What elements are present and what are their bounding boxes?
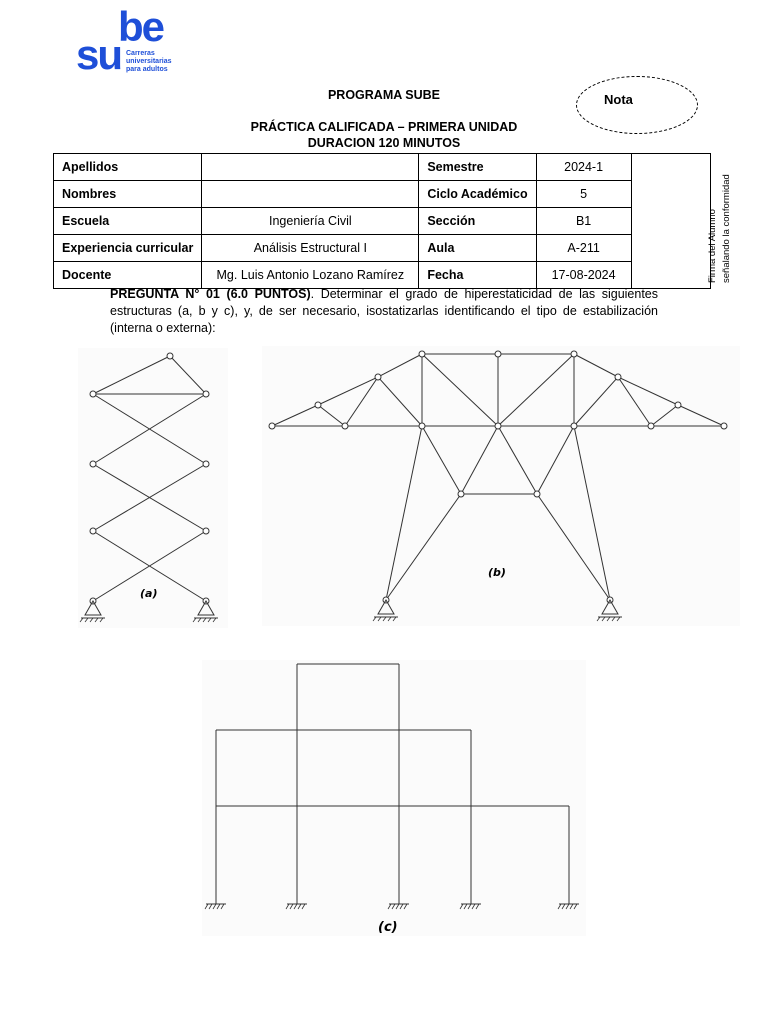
question-1 (110, 286, 658, 337)
value-aula: A-211 (536, 235, 631, 262)
label-docente: Docente (54, 262, 202, 289)
value-experiencia: Análisis Estructural I (202, 235, 419, 262)
question-text: . Determinar el grado de hiperestaticidad de las siguientes estructuras (a, b y c), y, de ser necesario, isostatizarlas identificando el tipo de estabilización (interna o externa): (110, 287, 658, 335)
label-fecha: Fecha (419, 262, 536, 289)
table-row (54, 208, 711, 235)
table-row (54, 262, 711, 289)
label-ciclo: Ciclo Académico (419, 181, 536, 208)
exam-title: PRÁCTICA CALIFICADA – PRIMERA UNIDAD (250, 120, 518, 134)
table-row (54, 235, 711, 262)
exam-duration: DURACION 120 MINUTOS (307, 136, 461, 150)
question-heading: PREGUNTA N° 01 (6.0 PUNTOS) (110, 287, 311, 301)
student-info-table (53, 153, 711, 289)
value-ciclo: 5 (536, 181, 631, 208)
label-experiencia: Experiencia curricular (54, 235, 202, 262)
logo-tagline (126, 50, 172, 74)
value-seccion: B1 (536, 208, 631, 235)
label-aula: Aula (419, 235, 536, 262)
field-apellidos[interactable] (202, 154, 419, 181)
label-seccion: Sección (419, 208, 536, 235)
label-escuela: Escuela (54, 208, 202, 235)
logo-be: be (118, 3, 164, 50)
label-apellidos: Apellidos (54, 154, 202, 181)
figure-b-label: (b) (488, 566, 506, 579)
signature-note (696, 155, 746, 285)
logo-tagline-3: para adultos (126, 66, 168, 73)
logo-su: su (76, 31, 122, 78)
value-semestre: 2024-1 (536, 154, 631, 181)
figure-c (202, 660, 586, 936)
grade-box (576, 76, 698, 134)
label-semestre: Semestre (419, 154, 536, 181)
grade-label: Nota (604, 92, 633, 107)
figure-a (78, 348, 228, 628)
signature-note-line1: Firma del Alumno (707, 209, 718, 283)
field-nombres[interactable] (202, 181, 419, 208)
logo-tagline-2: universitarias (126, 58, 172, 65)
program-title: PROGRAMA SUBE (327, 88, 441, 102)
value-fecha: 17-08-2024 (536, 262, 631, 289)
table-row (54, 154, 711, 181)
value-escuela: Ingeniería Civil (202, 208, 419, 235)
figure-c-label: (c) (378, 920, 398, 935)
figure-a-label: (a) (140, 587, 158, 600)
value-docente: Mg. Luis Antonio Lozano Ramírez (202, 262, 419, 289)
signature-note-line2: señalando la conformidad (721, 174, 732, 283)
logo-tagline-1: Carreras (126, 50, 155, 57)
table-row (54, 181, 711, 208)
label-nombres: Nombres (54, 181, 202, 208)
figure-b (262, 346, 740, 626)
